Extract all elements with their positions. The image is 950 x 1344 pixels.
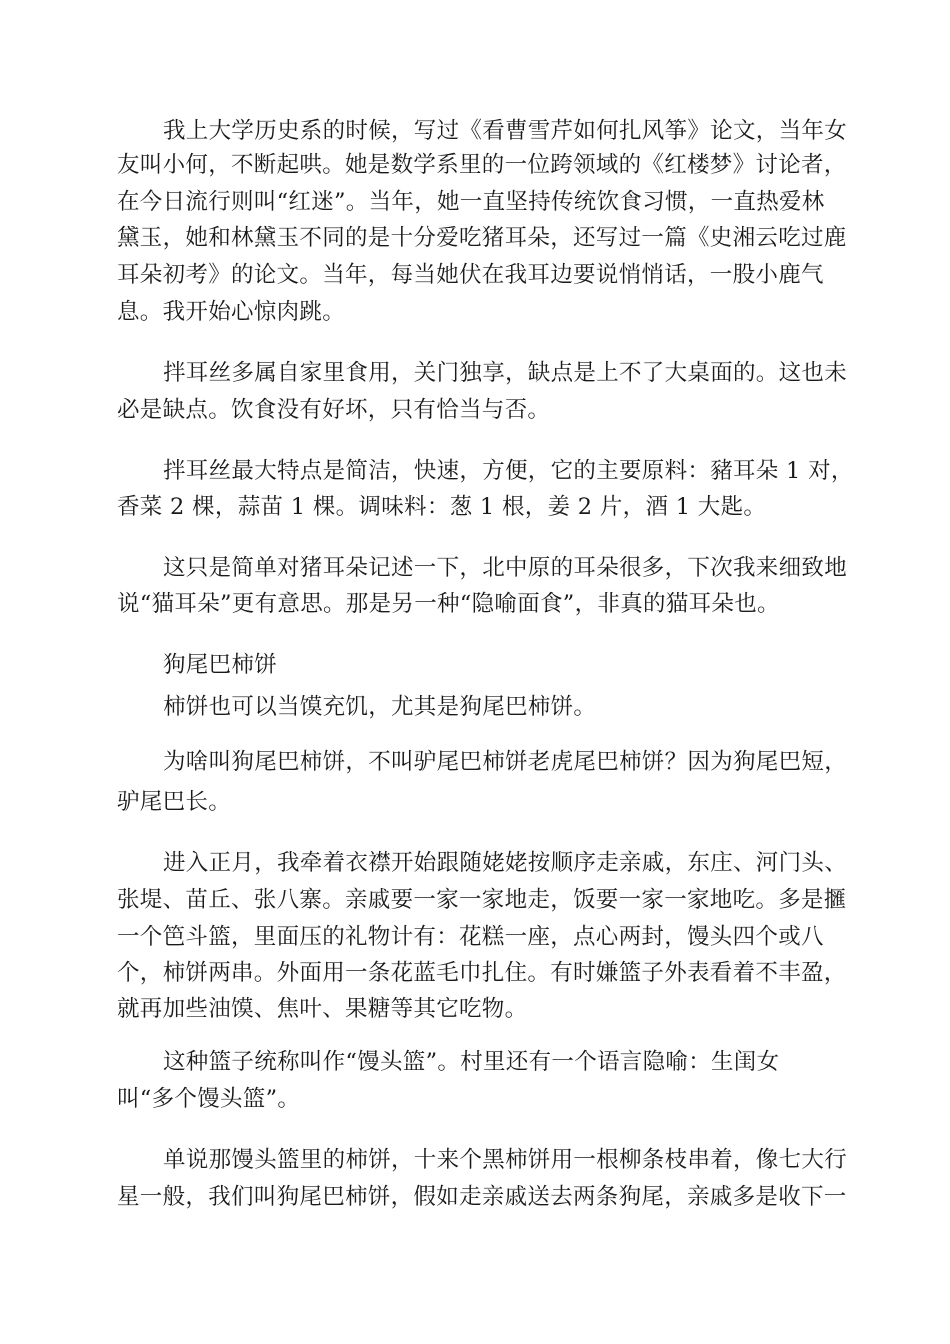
paragraph-2-line-1: 拌耳丝多属自家里食用，关门独享，缺点是上不了大桌面的。这也未 [163,360,848,386]
paragraph-1-line-3: 在今日流行则叫“红迷”。当年，她一直坚持传统饮食习惯，一直热爱林 [117,189,825,215]
paragraph-8-line-1: 进入正月，我牵着衣襟开始跟随姥姥按顺序走亲戚，东庄、河门头、 [163,850,848,876]
paragraph-8-line-2: 张堤、苗丘、张八寨。亲戚要一家一家地走，饭要一家一家地吃。多是擓 [117,887,847,913]
paragraph-1-line-6: 息。我开始心惊肉跳。 [117,299,346,325]
paragraph-1-line-4: 黛玉，她和林黛玉不同的是十分爱吃猪耳朵，还写过一篇《史湘云吃过鹿 [117,225,847,251]
paragraph-1-line-2: 友叫小何，不断起哄。她是数学系里的一位跨领域的《红楼梦》讨论者， [117,152,847,178]
paragraph-10-line-2: 星一般，我们叫狗尾巴柿饼，假如走亲戚送去两条狗尾，亲戚多是收下一 [117,1184,847,1210]
paragraph-8-line-4: 个，柿饼两串。外面用一条花蓝毛巾扎住。有时嫌篮子外表看着不丰盈， [117,960,847,986]
paragraph-10-line-1: 单说那馒头篮里的柿饼，十来个黑柿饼用一根柳条枝串着，像七大行 [163,1147,848,1173]
paragraph-3-line-2: 香菜 2 棵，蒜苗 1 棵。调味料：葱 1 根，姜 2 片，酒 1 大匙。 [117,494,767,520]
paragraph-8-line-3: 一个笆斗篮，里面压的礼物计有：花糕一座，点心两封，馒头四个或八 [117,924,824,950]
section-title: 狗尾巴柿饼 [163,652,278,678]
paragraph-3-line-1: 拌耳丝最大特点是简洁，快速，方便，它的主要原料：豬耳朵 1 对， [163,458,854,484]
paragraph-1-line-1: 我上大学历史系的时候，写过《看曹雪芹如何扎风筝》论文，当年女 [163,118,848,144]
paragraph-4-line-2: 说“猫耳朵”更有意思。那是另一种“隐喻面食”，非真的猫耳朵也。 [117,591,780,617]
paragraph-7-line-1: 为啥叫狗尾巴柿饼，不叫驴尾巴柿饼老虎尾巴柿饼？因为狗尾巴短， [163,749,848,775]
paragraph-4-line-1: 这只是简单对猪耳朵记述一下，北中原的耳朵很多，下次我来细致地 [163,555,848,581]
paragraph-2-line-2: 必是缺点。饮食没有好坏，只有恰当与否。 [117,397,551,423]
paragraph-1-line-5: 耳朵初考》的论文。当年，每当她伏在我耳边要说悄悄话，一股小鹿气 [117,262,824,288]
paragraph-7-line-2: 驴尾巴长。 [117,789,232,815]
paragraph-9-line-2: 叫“多个馒头篮”。 [117,1086,301,1112]
paragraph-9-line-1: 这种篮子统称叫作“馒头篮”。村里还有一个语言隐喻：生闺女 [163,1049,780,1075]
paragraph-6-line-1: 柿饼也可以当馍充饥，尤其是狗尾巴柿饼。 [163,694,597,720]
paragraph-8-line-5: 就再加些油馍、焦叶、果糖等其它吃物。 [117,996,528,1022]
